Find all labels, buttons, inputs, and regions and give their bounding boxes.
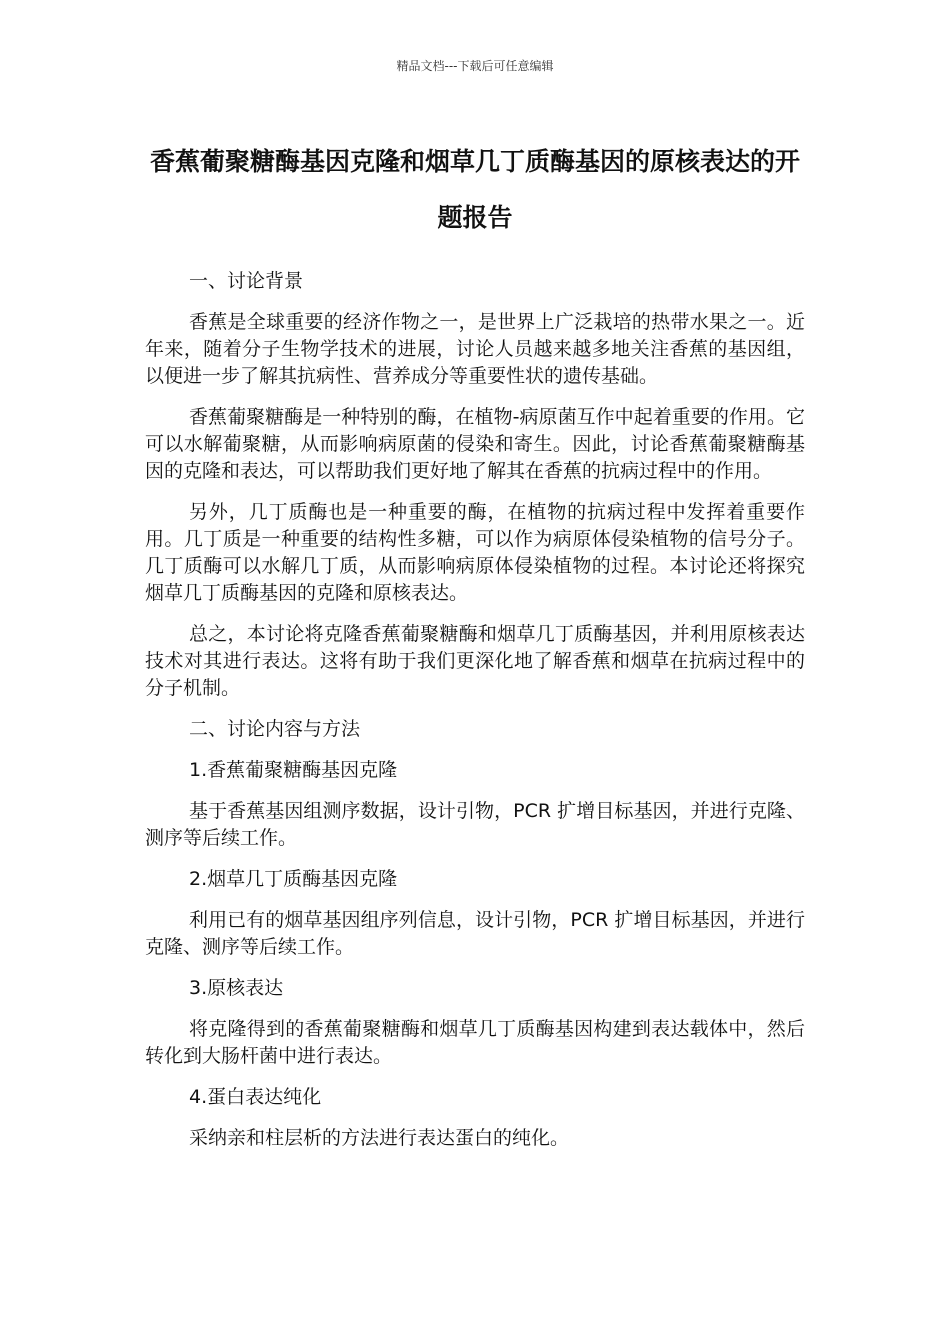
subheading: 4.蛋白表达纯化 bbox=[189, 1086, 322, 1108]
paragraph: 将克隆得到的香蕉葡聚糖酶和烟草几丁质酶基因构建到表达载体中，然后转化到大肠杆菌中进行表达。 bbox=[145, 1018, 805, 1067]
subheading: 2.烟草几丁质酶基因克隆 bbox=[189, 868, 398, 890]
section-heading-methods: 二、讨论内容与方法 bbox=[189, 718, 361, 740]
paragraph: 利用已有的烟草基因组序列信息，设计引物，PCR 扩增目标基因，并进行克隆、测序等后续工作。 bbox=[145, 909, 805, 958]
paragraph: 基于香蕉基因组测序数据，设计引物，PCR 扩增目标基因，并进行克隆、测序等后续工作。 bbox=[145, 800, 805, 849]
page-header-note: 精品文档---下载后可任意编辑 bbox=[396, 59, 554, 73]
paragraph: 总之，本讨论将克隆香蕉葡聚糖酶和烟草几丁质酶基因，并利用原核表达技术对其进行表达。这将有助于我们更深化地了解香蕉和烟草在抗病过程中的分子机制。 bbox=[145, 623, 805, 699]
paragraph: 香蕉是全球重要的经济作物之一，是世界上广泛栽培的热带水果之一。近年来，随着分子生物学技术的进展，讨论人员越来越多地关注香蕉的基因组，以便进一步了解其抗病性、营养成分等重要性状的遗传基础。 bbox=[145, 311, 805, 387]
subheading: 3.原核表达 bbox=[189, 977, 284, 999]
subheading: 1.香蕉葡聚糖酶基因克隆 bbox=[189, 759, 398, 781]
document-body bbox=[145, 268, 805, 1166]
paragraph: 香蕉葡聚糖酶是一种特别的酶，在植物-病原菌互作中起着重要的作用。它可以水解葡聚糖，从而影响病原菌的侵染和寄生。因此，讨论香蕉葡聚糖酶基因的克隆和表达，可以帮助我们更好地了解其在香蕉的抗病过程中的作用。 bbox=[145, 406, 805, 482]
section-heading-background: 一、讨论背景 bbox=[189, 270, 304, 292]
paragraph: 另外，几丁质酶也是一种重要的酶，在植物的抗病过程中发挥着重要作用。几丁质是一种重要的结构性多糖，可以作为病原体侵染植物的信号分子。几丁质酶可以水解几丁质，从而影响病原体侵染植物的过程。本讨论还将探究烟草几丁质酶基因的克隆和原核表达。 bbox=[145, 501, 805, 604]
paragraph: 采纳亲和柱层析的方法进行表达蛋白的纯化。 bbox=[189, 1127, 570, 1149]
document-title: 香蕉葡聚糖酶基因克隆和烟草几丁质酶基因的原核表达的开题报告 bbox=[149, 147, 800, 232]
